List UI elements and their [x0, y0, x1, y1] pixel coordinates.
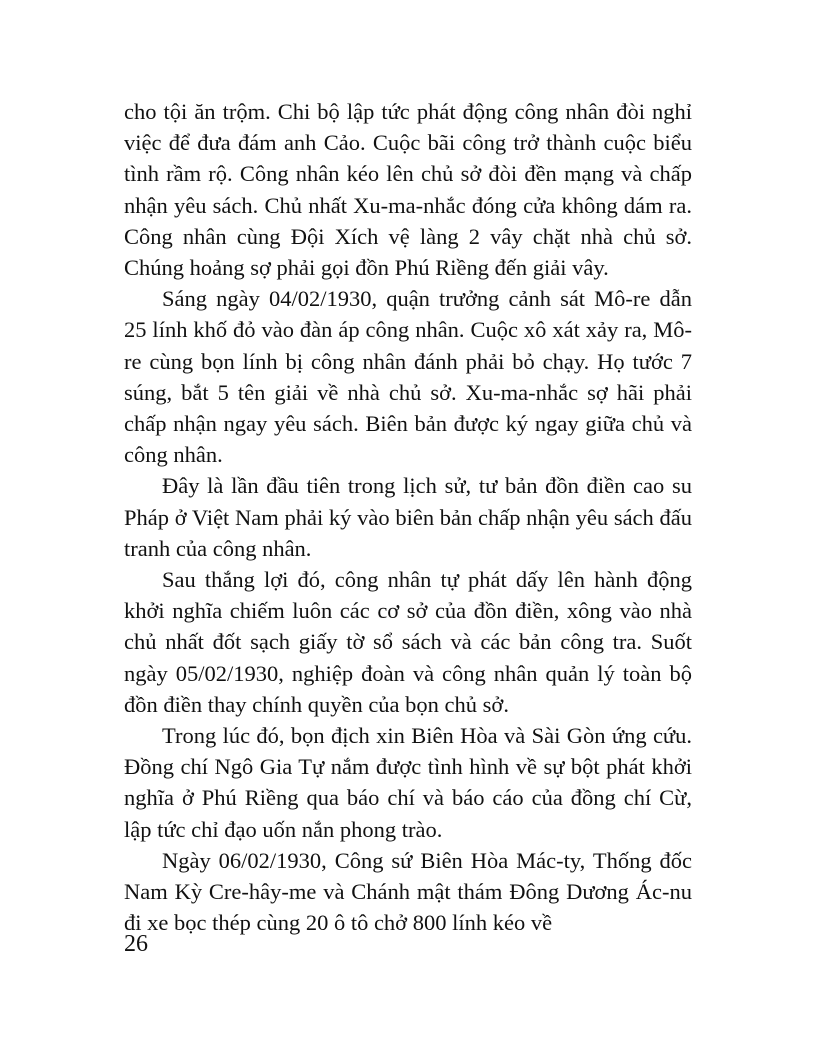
paragraph-uprising: Sau thắng lợi đó, công nhân tự phát dấy lên hành động khởi nghĩa chiếm luôn các cơ sở của đồn điền, xông vào nhà chủ nhất đốt sạch giấy tờ sổ sách và các bản công tra. Suốt ngày 05/02/1930, nghiệp đoàn và công nhân quản lý toàn bộ đồn điền thay chính quyền của bọn chủ sở.	[124, 567, 692, 717]
body-text	[124, 96, 692, 938]
paragraph-reinforcements: Ngày 06/02/1930, Công sứ Biên Hòa Mác-ty, Thống đốc Nam Kỳ Cre-hây-me và Chánh mật thám Đông Dương Ác-nu đi xe bọc thép cùng 20 ô tô chở 800 lính kéo về	[124, 847, 692, 936]
paragraph-continuation: cho tội ăn trộm. Chi bộ lập tức phát động công nhân đòi nghỉ việc để đưa đám anh Cảo. Cuộc bãi công trở thành cuộc biểu tình rầm rộ. Công nhân kéo lên chủ sở đòi đền mạng và chấp nhận yêu sách. Chủ nhất Xu-ma-nhắc đóng cửa không dám ra. Công nhân cùng Đội Xích vệ làng 2 vây chặt nhà chủ sở. Chúng hoảng sợ phải gọi đồn Phú Riềng đến giải vây.	[124, 99, 692, 281]
page-number: 26	[124, 931, 148, 957]
paragraph-ngo-gia-tu: Trong lúc đó, bọn địch xin Biên Hòa và Sài Gòn ứng cứu. Đồng chí Ngô Gia Tự nắm được tình hình về sự bột phát khởi nghĩa ở Phú Riềng qua báo chí và báo cáo của đồng chí Cừ, lập tức chỉ đạo uốn nắn phong trào.	[124, 723, 692, 842]
paragraph-first-in-history: Đây là lần đầu tiên trong lịch sử, tư bản đồn điền cao su Pháp ở Việt Nam phải ký vào biên bản chấp nhận yêu sách đấu tranh của công nhân.	[124, 473, 692, 561]
paragraph-more-raid: Sáng ngày 04/02/1930, quận trưởng cảnh sát Mô-re dẫn 25 lính khố đỏ vào đàn áp công nhân. Cuộc xô xát xảy ra, Mô-re cùng bọn lính bị công nhân đánh phải bỏ chạy. Họ tước 7 súng, bắt 5 tên giải về nhà chủ sở. Xu-ma-nhắc sợ hãi phải chấp nhận ngay yêu sách. Biên bản được ký ngay giữa chủ và công nhân.	[124, 286, 692, 468]
